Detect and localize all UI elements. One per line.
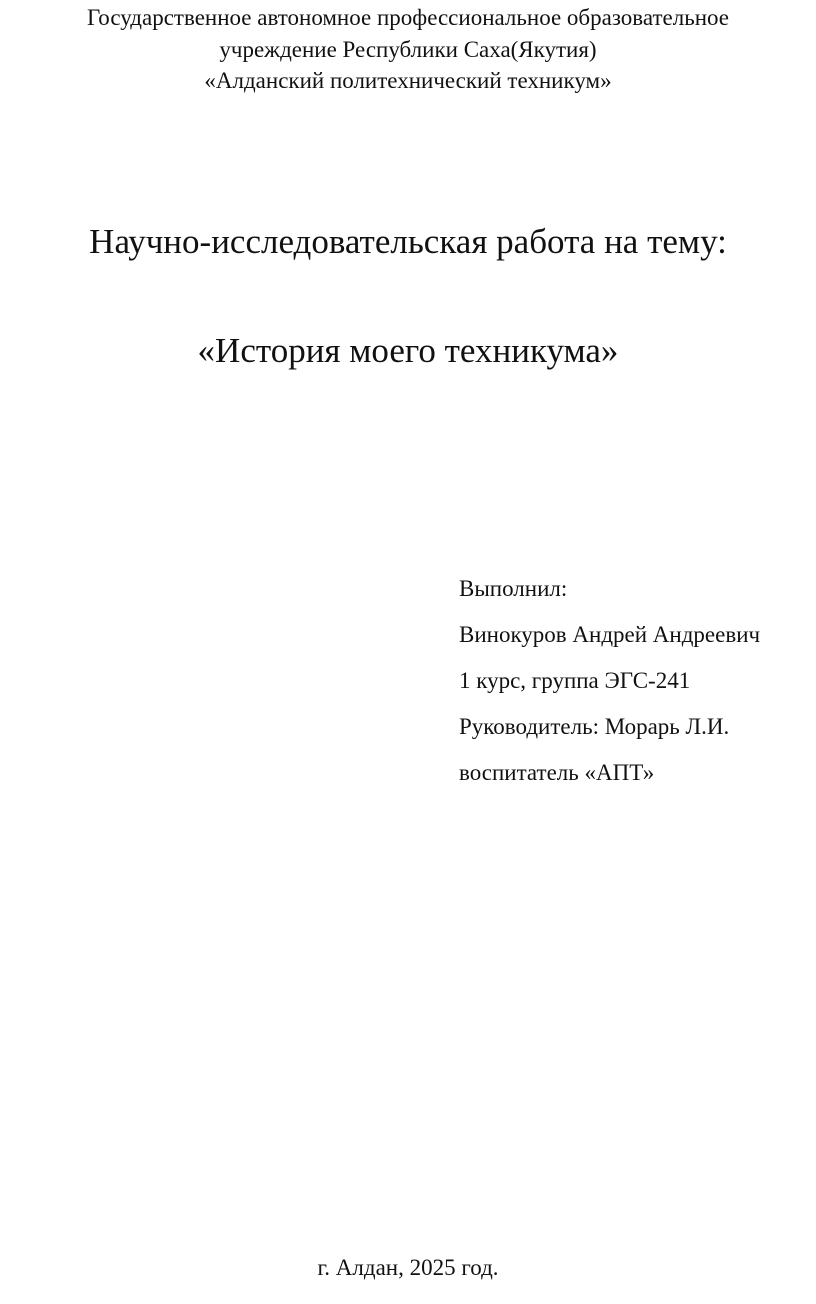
author-block xyxy=(459,566,760,796)
city-year: г. Алдан, 2025 год. xyxy=(317,1255,499,1280)
work-topic: «История моего техникума» xyxy=(197,331,619,370)
institution-line: Государственное автономное профессиональное образовательное xyxy=(87,5,729,30)
supervisor: Руководитель: Морарь Л.И. xyxy=(459,714,730,739)
author-name: Винокуров Андрей Андреевич xyxy=(459,622,761,647)
performed-by-label: Выполнил: xyxy=(459,576,568,601)
institution-line: учреждение Республики Саха(Якутия) xyxy=(219,36,597,62)
work-title: Научно-исследовательская работа на тему: xyxy=(89,222,727,261)
course-group: 1 курс, группа ЭГС-241 xyxy=(459,668,691,693)
institution-header xyxy=(0,2,816,97)
supervisor-position: воспитатель «АПТ» xyxy=(459,760,655,785)
institution-name: «Алданский политехнический техникум» xyxy=(204,68,612,93)
